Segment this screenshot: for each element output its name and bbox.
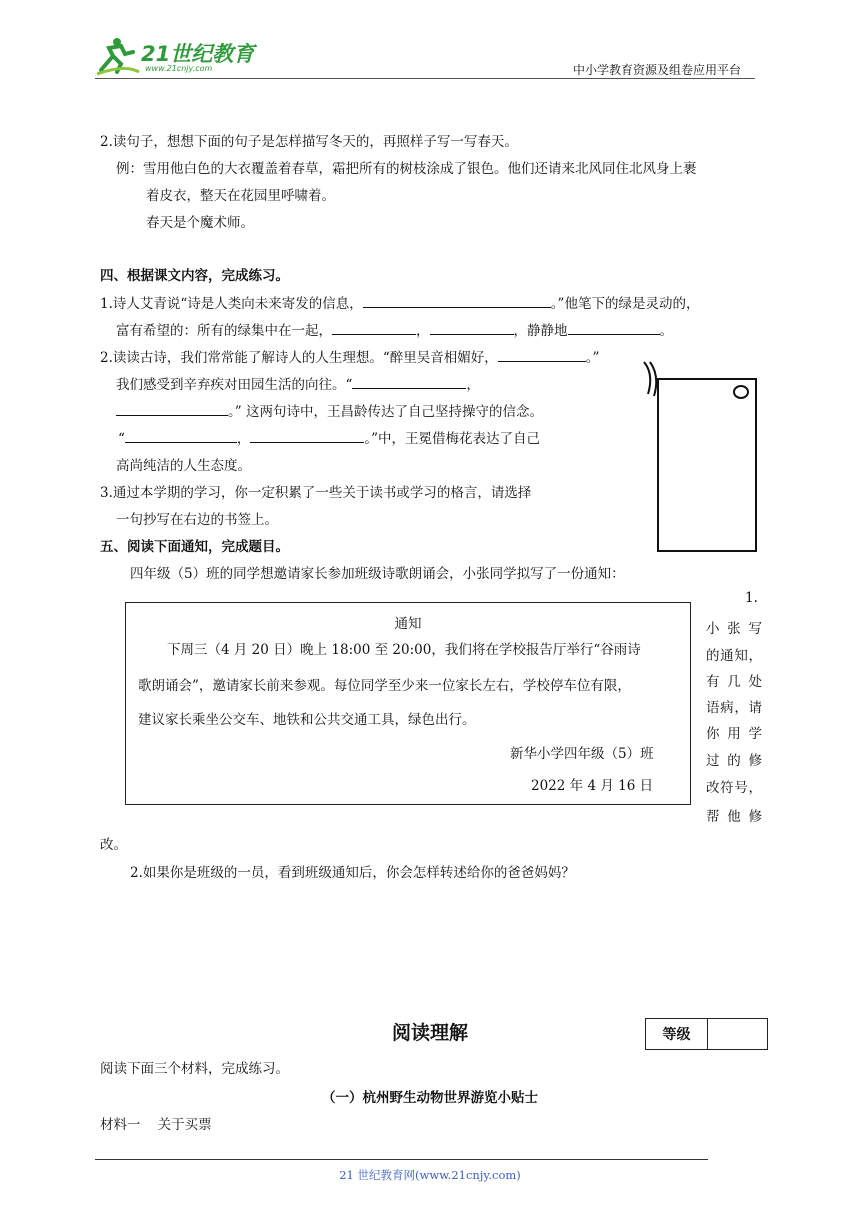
- platform-name: 中小学教育资源及组卷应用平台: [573, 63, 742, 77]
- reading-subtitle: （一）杭州野生动物世界游览小贴士: [322, 1090, 538, 1106]
- side-q1-line: 语病，请: [706, 700, 762, 716]
- s4-q2-line4: “ ， 。”中，王冕借梅花表达了自己: [118, 427, 540, 447]
- notice-signature: 新华小学四年级（5）班: [510, 746, 654, 762]
- notice-line3: 建议家长乘坐公交车、地铁和公共交通工具，绿色出行。: [138, 712, 476, 728]
- header-divider: [95, 78, 755, 79]
- q2-spring: 春天是个魔术师。: [146, 215, 254, 231]
- section5-intro: 四年级（5）班的同学想邀请家长参加班级诗歌朗诵会，小张同学拟写了一份通知：: [130, 566, 625, 582]
- footer-link[interactable]: 21 世纪教育网(www.21cnjy.com): [339, 1168, 521, 1182]
- s4-q2-line2: 我们感受到辛弃疾对田园生活的向往。“ ，: [116, 373, 480, 393]
- q2-prompt: 2.读句子，想想下面的句子是怎样描写冬天的，再照样子写一写春天。: [100, 134, 518, 150]
- footer-divider: [95, 1159, 708, 1160]
- side-q1-line: 有几处: [706, 674, 762, 690]
- answer-blank[interactable]: [116, 402, 228, 417]
- grade-label: 等级: [646, 1019, 708, 1049]
- side-q1-num: 1.: [745, 590, 758, 606]
- section4-title: 四、根据课文内容，完成练习。: [100, 268, 289, 284]
- section5-title: 五、阅读下面通知，完成题目。: [100, 539, 289, 555]
- answer-blank[interactable]: [430, 321, 514, 336]
- grade-input-cell[interactable]: [708, 1019, 767, 1049]
- notice-title: 通知: [394, 616, 422, 632]
- q2-example-line2: 着皮衣，整天在花园里呼啸着。: [146, 188, 335, 204]
- runner-icon: [97, 38, 139, 74]
- reading-intro: 阅读下面三个材料，完成练习。: [100, 1061, 289, 1077]
- answer-blank[interactable]: [250, 429, 364, 444]
- answer-blank[interactable]: [498, 348, 586, 363]
- q2-example-line1: 例：雪用他白色的大衣覆盖着春草，霜把所有的树枝涂成了银色。他们还请来北风同住北风身上裹: [116, 161, 697, 177]
- material1-title: 材料一 关于买票: [100, 1117, 212, 1133]
- notice-line2: 歌朗诵会”，邀请家长前来参观。每位同学至少来一位家长左右，学校停车位有限，: [138, 678, 631, 694]
- s4-q2-line3: 。” 这两句诗中，王昌龄传达了自己坚持操守的信念。: [116, 400, 543, 420]
- side-q1-line: 小张写: [706, 621, 762, 637]
- bookmark-hole: [733, 385, 749, 399]
- side-q1-end: 改。: [100, 837, 127, 853]
- answer-blank[interactable]: [332, 321, 416, 336]
- logo-text: 21世纪教育: [141, 42, 255, 66]
- side-q1-line: 帮他修: [706, 809, 762, 825]
- bookmark-answer-box[interactable]: [657, 378, 757, 552]
- s4-q1-line2: 富有希望的：所有的绿集中在一起， ， ，静静地 。: [116, 319, 673, 339]
- grade-box: [645, 1018, 768, 1050]
- side-q1-line: 改符号，: [706, 780, 762, 796]
- s4-q3-line2: 一句抄写在右边的书签上。: [116, 512, 278, 528]
- answer-blank[interactable]: [125, 429, 237, 444]
- s4-q2-line1: 2.读读古诗，我们常常能了解诗人的人生理想。“醉里吴音相媚好， 。”: [100, 346, 599, 366]
- answer-blank[interactable]: [568, 321, 660, 336]
- notice-date: 2022 年 4 月 16 日: [531, 778, 654, 794]
- s4-q1-line1: 1.诗人艾青说“诗是人类向未来寄发的信息， 。”他笔下的绿是灵动的，: [100, 292, 699, 312]
- answer-blank[interactable]: [352, 375, 466, 390]
- answer-blank[interactable]: [363, 294, 551, 309]
- side-q1-line: 的通知，: [706, 648, 762, 664]
- s4-q3-line1: 3.通过本学期的学习，你一定积累了一些关于读书或学习的格言，请选择: [100, 485, 532, 501]
- logo-url: www.21cnjy.com: [145, 64, 213, 73]
- site-logo: [95, 34, 255, 78]
- s4-q2-line5: 高尚纯洁的人生态度。: [116, 458, 251, 474]
- side-q1-line: 过的修: [706, 753, 762, 769]
- notice-line1: 下周三（4 月 20 日）晚上 18:00 至 20:00，我们将在学校报告厅举行“谷雨诗: [167, 642, 641, 658]
- reading-title: 阅读理解: [391, 1022, 468, 1044]
- section5-q2: 2.如果你是班级的一员，看到班级通知后，你会怎样转述给你的爸爸妈妈？: [130, 865, 575, 881]
- side-q1-line: 你用学: [706, 726, 762, 742]
